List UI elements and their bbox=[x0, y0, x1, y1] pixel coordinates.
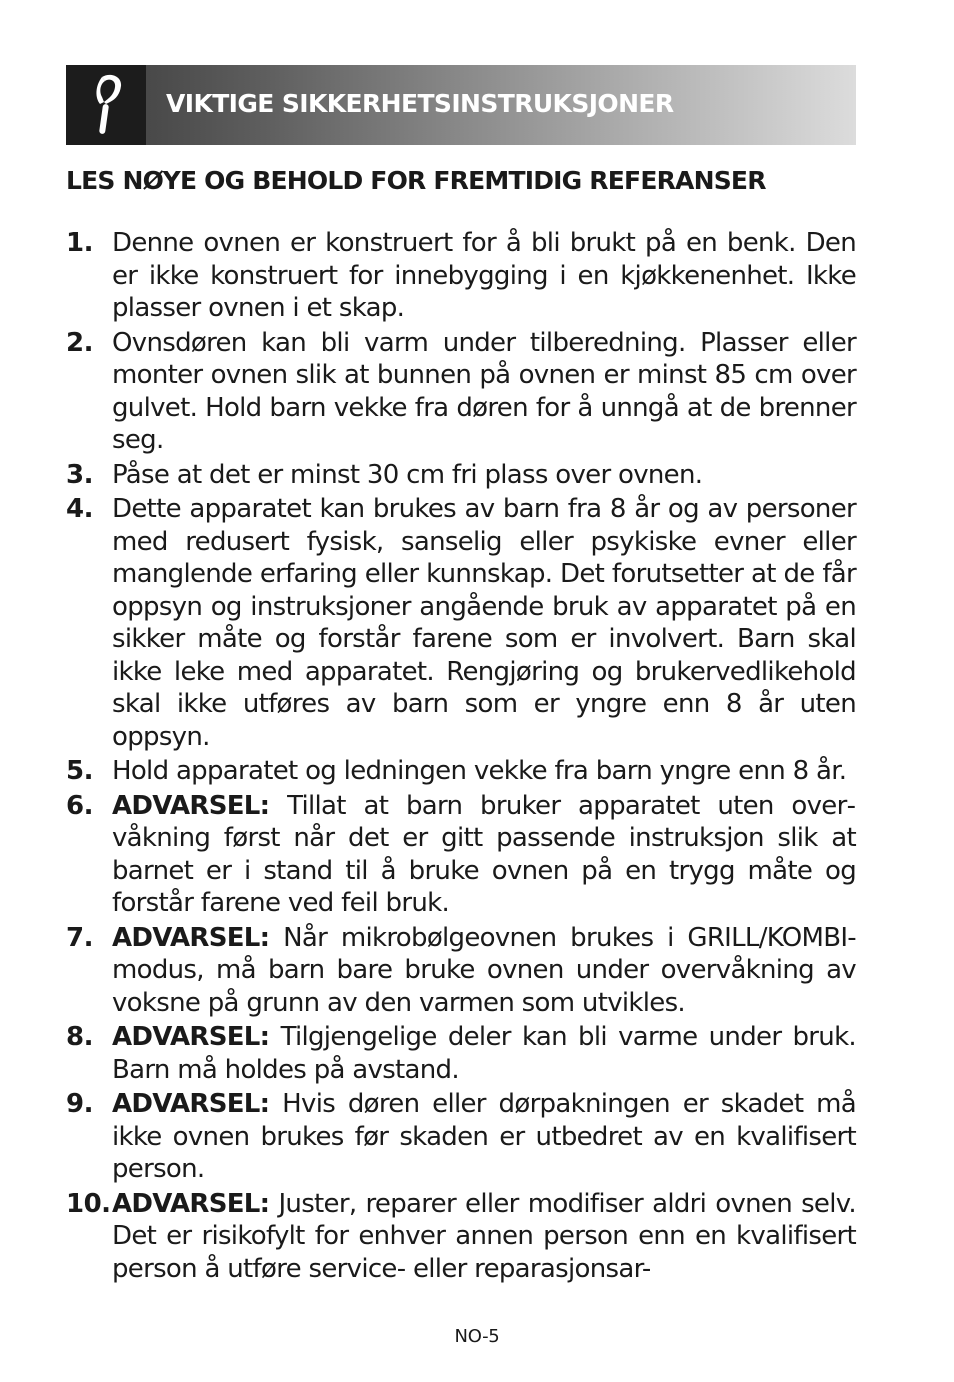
list-item bbox=[66, 1088, 856, 1186]
list-item bbox=[66, 755, 856, 788]
subtitle: LES NØYE OG BEHOLD FOR FREMTIDIG REFERANSER bbox=[66, 166, 766, 195]
warning-label: ADVARSEL: bbox=[112, 790, 270, 821]
item-number: 2. bbox=[66, 327, 93, 358]
item-text: Når mikrobølgeovnen brukes i GRILL/KOMBI-modus, må barn bare bruke ovnen under overvåkning av voksne på grunn av den varmen som utvikles. bbox=[112, 922, 856, 1018]
item-number: 5. bbox=[66, 756, 93, 786]
list-item bbox=[66, 327, 856, 457]
instruction-list bbox=[66, 227, 856, 1287]
warning-label: ADVARSEL: bbox=[112, 1089, 270, 1119]
list-item bbox=[66, 922, 856, 1020]
warning-label: ADVARSEL: bbox=[112, 922, 270, 953]
item-number: 8. bbox=[66, 1022, 93, 1052]
page-title: VIKTIGE SIKKERHETSINSTRUKSJONER bbox=[166, 89, 674, 118]
list-item bbox=[66, 459, 856, 492]
list-item bbox=[66, 1021, 856, 1086]
list-item bbox=[66, 227, 856, 325]
item-number: 9. bbox=[66, 1089, 93, 1119]
item-number: 7. bbox=[66, 922, 93, 953]
list-item bbox=[66, 790, 856, 920]
item-number: 4. bbox=[66, 494, 93, 524]
item-text: Dette apparatet kan brukes av barn fra 8 år og av personer med redusert fysisk, sanselig eller psykiske evner eller manglende erfaring eller kunnskap. Det forutsetter at de får oppsyn og instruksjoner angående bruk av apparatet på en sikker måte og forstår farene som er involvert. Barn skal ikke leke med apparatet. Rengjøring og brukervedlikehold skal ikke utføres av barn som er yngre enn 8 år uten oppsyn. bbox=[112, 494, 856, 752]
list-item bbox=[66, 493, 856, 753]
item-number: 6. bbox=[66, 790, 93, 821]
item-text: Juster, reparer eller modifiser aldri ovnen selv. Det er risikofylt for enhver annen person enn en kvalifisert person å utføre service- eller reparasjonsar- bbox=[112, 1188, 856, 1284]
section-header-banner bbox=[66, 65, 856, 145]
page-number: NO-5 bbox=[454, 1326, 500, 1347]
item-text: Tillat at barn bruker apparatet uten overvåkning først når det er gitt passende instruksjon slik at barnet er i stand til å bruke ovnen på en trygg måte og forstår farene ved feil bruk. bbox=[112, 790, 856, 918]
item-number: 1. bbox=[66, 228, 93, 258]
hand-warning-icon bbox=[88, 73, 126, 137]
warning-label: ADVARSEL: bbox=[112, 1188, 270, 1219]
item-text: Tilgjengelige deler kan bli varme under bruk. Barn må holdes på avstand. bbox=[112, 1022, 856, 1085]
item-number: 3. bbox=[66, 459, 93, 490]
icon-box bbox=[66, 65, 146, 145]
item-text: Påse at det er minst 30 cm fri plass over ovnen. bbox=[112, 459, 703, 490]
warning-label: ADVARSEL: bbox=[112, 1022, 270, 1052]
item-number: 10. bbox=[66, 1188, 111, 1219]
list-item bbox=[66, 1188, 856, 1286]
item-text: Hvis døren eller dørpakningen er skadet må ikke ovnen brukes før skaden er utbedret av en kvalifisert person. bbox=[112, 1089, 856, 1184]
item-text: Denne ovnen er konstruert for å bli brukt på en benk. Den er ikke konstruert for innebygging i en kjøkkenenhet. Ikke plasser ovnen i et skap. bbox=[112, 228, 856, 323]
item-text: Ovnsdøren kan bli varm under tilberedning. Plasser eller monter ovnen slik at bunnen på ovnen er minst 85 cm over gulvet. Hold barn vekke fra døren for å unngå at de brenner seg. bbox=[112, 327, 856, 455]
item-text: Hold apparatet og ledningen vekke fra barn yngre enn 8 år. bbox=[112, 756, 847, 786]
